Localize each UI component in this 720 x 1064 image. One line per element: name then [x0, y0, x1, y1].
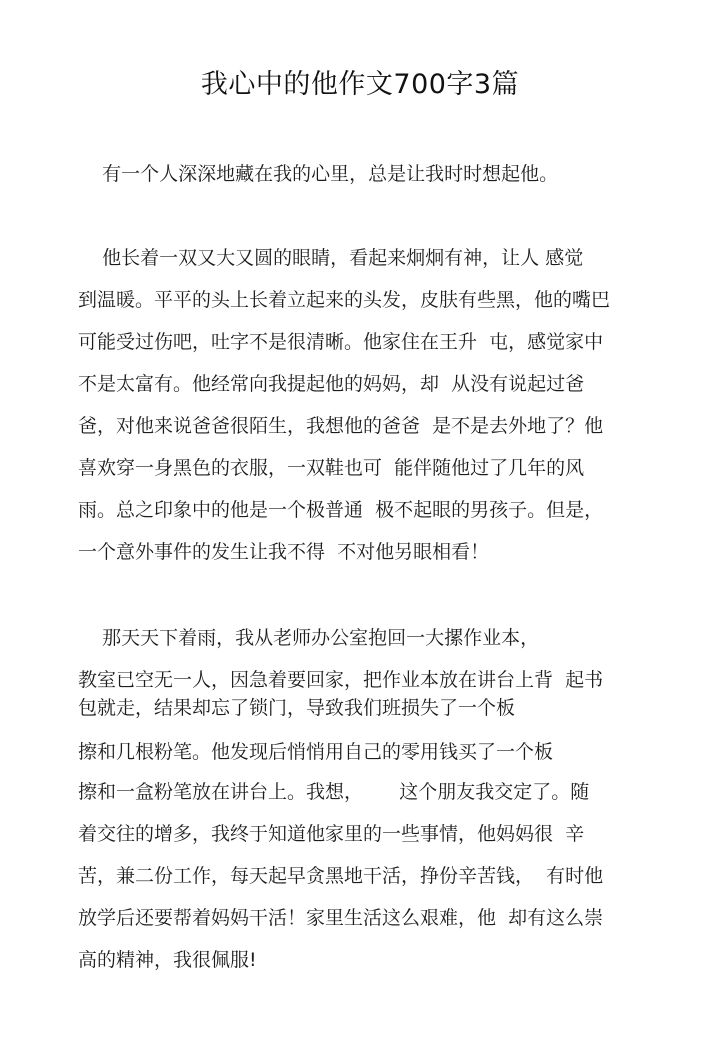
paragraph-2-line-4: 不是太富有。他经常向我提起他的妈妈，却 从没有说起过爸	[78, 373, 585, 395]
paragraph-2-line-7: 雨。总之印象中的他是一个极普通 极不起眼的男孩子。但是，	[78, 499, 604, 521]
paragraph-2-line-2: 到温暖。平平的头上长着立起来的头发，皮肤有些黑，他的嘴巴	[78, 289, 611, 311]
paragraph-2-line-6: 喜欢穿一身黑色的衣服，一双鞋也可 能伴随他过了几年的风	[78, 457, 585, 479]
paragraph-3-line-7: 苦，兼二份工作，每天起早贪黑地干活，挣份辛苦钱， 有时他	[78, 865, 604, 887]
document-title: 我心中的他作文700字3篇	[200, 69, 520, 100]
paragraph-3-line-6: 着交往的增多，我终于知道他家里的一些事情，他妈妈很 辛	[78, 823, 585, 845]
paragraph-3-line-3: 包就走，结果却忘了锁门，导致我们班损失了一个板	[78, 697, 516, 719]
paragraph-3-line-8: 放学后还要帮着妈妈干活！家里生活这么艰难，他 却有这么崇	[78, 907, 604, 929]
paragraph-3-line-9: 高的精神，我很佩服!	[78, 949, 257, 971]
paragraph-2-line-1: 他长着一双又大又圆的眼睛，看起来炯炯有神，让人 感觉	[78, 247, 584, 269]
paragraph-3-line-1: 那天天下着雨，我从老师办公室抱回一大摞作业本，	[78, 627, 540, 649]
paragraph-3-line-2: 教室已空无一人，因急着要回家，把作业本放在讲台上背 起书	[78, 669, 604, 691]
paragraph-2-line-8: 一个意外事件的发生让我不得 不对他另眼相看！	[78, 541, 490, 563]
paragraph-3-line-4: 擦和几根粉笔。他发现后悄悄用自己的零用钱买了一个板	[78, 741, 554, 763]
paragraph-3-line-5: 擦和一盒粉笔放在讲台上。我想， 这个朋友我交定了。随	[78, 781, 590, 803]
paragraph-2-line-5: 爸，对他来说爸爸很陌生，我想他的爸爸 是不是去外地了？他	[78, 415, 604, 437]
paragraph-1-line-1: 有一个人深深地藏在我的心里，总是让我时时想起他。	[78, 163, 559, 185]
paragraph-2-line-3: 可能受过伤吧，吐字不是很清晰。他家住在王升 屯，感觉家中	[78, 331, 604, 353]
